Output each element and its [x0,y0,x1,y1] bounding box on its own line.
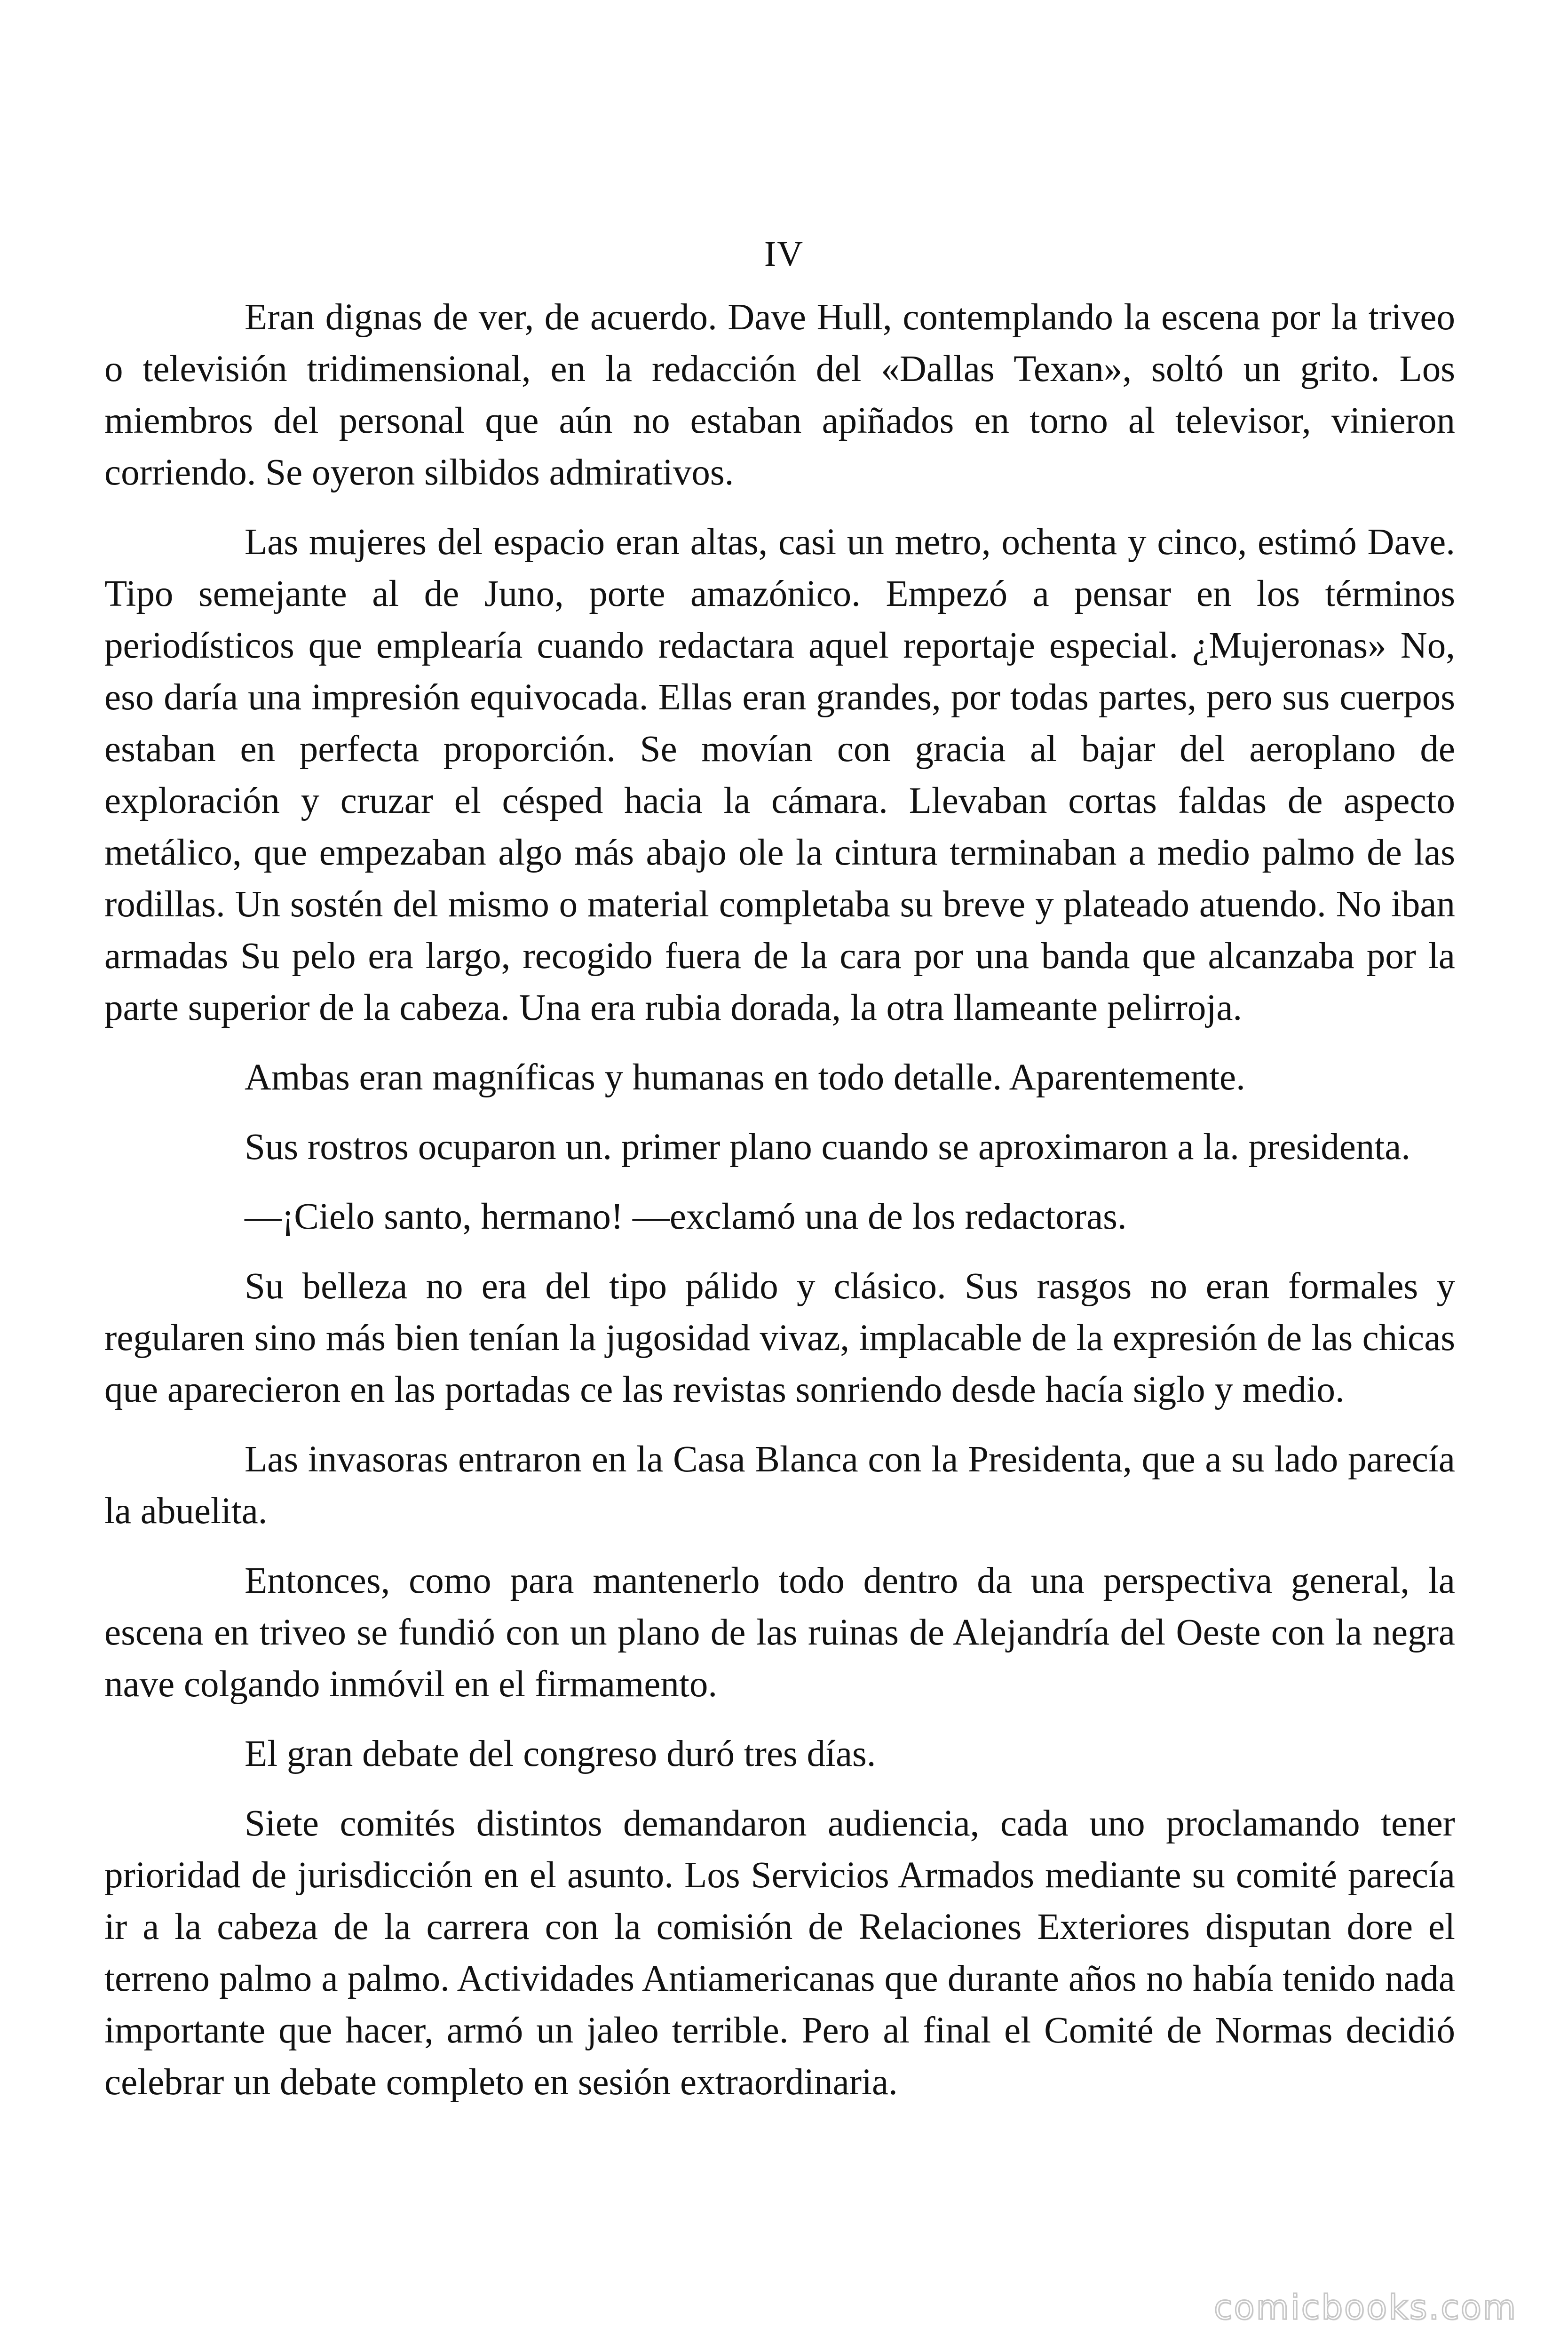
chapter-title: IV [764,234,804,274]
paragraph: Las invasoras entraron en la Casa Blanca con la Presidenta, que a su lado parecía la abuelita. [104,1439,1455,1532]
paragraph: —¡Cielo santo, hermano! —exclamó una de los redactoras. [245,1196,1127,1237]
paragraph: Siete comités distintos demandaron audiencia, cada uno proclamando tener prioridad de jurisdicción en el asunto. Los Servicios Armados mediante su comité parecía ir a la cabeza de la carrera con la comisión de Relaciones Exteriores disputan dore el terreno palmo a palmo. Actividades Antiamericanas que durante años no había tenido nada importante que hacer, armó un jaleo terrible. Pero al final el Comité de Normas decidió celebrar un debate completo en sesión extraordinaria. [104,1803,1455,2103]
paragraph: Ambas eran magníficas y humanas en todo detalle. Aparentemente. [245,1057,1245,1098]
body-text [104,292,1455,2126]
paragraph: Entonces, como para mantenerlo todo dentro da una perspectiva general, la escena en triveo se fundió con un plano de las ruinas de Alejandría del Oeste con la negra nave colgando inmóvil en el firmamento. [104,1560,1455,1705]
paragraph: Su belleza no era del tipo pálido y clásico. Sus rasgos no eran formales y regularen sino más bien tenían la jugosidad vivaz, implacable de la expresión de las chicas que aparecieron en las portadas ce las revistas sonriendo desde hacía siglo y medio. [104,1266,1455,1410]
paragraph: Eran dignas de ver, de acuerdo. Dave Hull, contemplando la escena por la triveo o televisión tridimensional, en la redacción del «Dallas Texan», soltó un grito. Los miembros del personal que aún no estaban apiñados en torno al televisor, vinieron corriendo. Se oyeron silbidos admirativos. [104,297,1455,493]
paragraph: Las mujeres del espacio eran altas, casi un metro, ochenta y cinco, estimó Dave. Tipo semejante al de Juno, porte amazónico. Empezó a pensar en los términos periodísticos que emplearía cuando redactara aquel reportaje especial. ¿Mujeronas» No, eso daría una impresión equivocada. Ellas eran grandes, por todas partes, pero sus cuerpos estaban en perfecta proporción. Se movían con gracia al bajar del aeroplano de exploración y cruzar el césped hacia la cámara. Llevaban cortas faldas de aspecto metálico, que empezaban algo más abajo ole la cintura terminaban a medio palmo de las rodillas. Un sostén del mismo o material completaba su breve y plateado atuendo. No iban armadas Su pelo era largo, recogido fuera de la cara por una banda que alcanzaba por la parte superior de la cabeza. Una era rubia dorada, la otra llameante pelirroja. [104,522,1455,1028]
paragraph: El gran debate del congreso duró tres días. [245,1733,876,1774]
paragraph: Sus rostros ocuparon un. primer plano cuando se aproximaron a la. presidenta. [245,1127,1411,1168]
site-watermark: comicbooks.com [1213,2288,1517,2327]
